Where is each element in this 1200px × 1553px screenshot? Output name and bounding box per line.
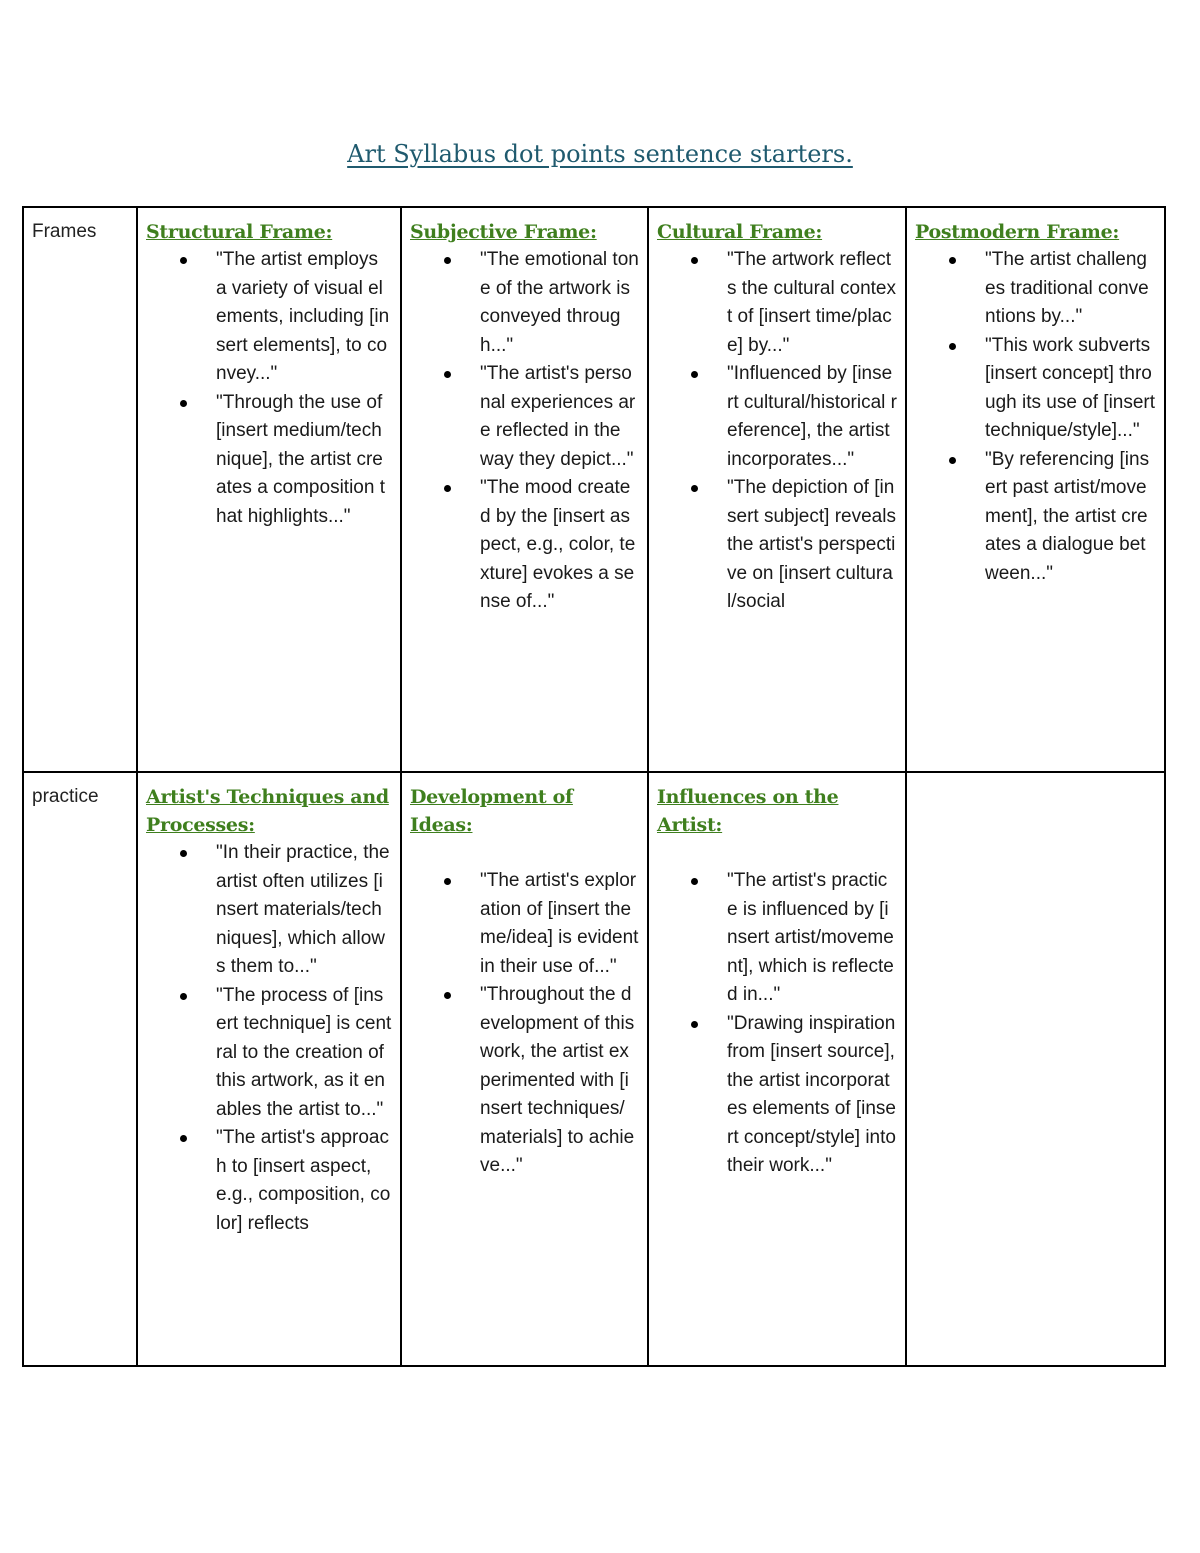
row-label-cell	[23, 772, 137, 1366]
bullet-list	[657, 867, 897, 1181]
row-label-cell	[23, 207, 137, 772]
bullet-item: "The emotional tone of the artwork is conveyed through..."	[480, 246, 639, 360]
frame-cell	[401, 207, 648, 772]
frames-table	[22, 206, 1166, 1367]
frame-cell	[906, 772, 1165, 1366]
bullet-item: "The artist's approach to [insert aspect, e.g., composition, color] reflects	[216, 1124, 392, 1238]
cell-heading: Subjective Frame:	[410, 221, 597, 243]
bullet-item: "The mood created by the [insert aspect, e.g., color, texture] evokes a sense of..."	[480, 474, 639, 617]
bullet-item: "The artist's exploration of [insert theme/idea] is evident in their use of..."	[480, 867, 639, 981]
frame-cell	[401, 772, 648, 1366]
bullet-item: "The artist challenges traditional conventions by..."	[985, 246, 1156, 332]
frame-cell	[648, 207, 906, 772]
bullet-item: "Drawing inspiration from [insert source], the artist incorporates elements of [insert concept/style] into their work..."	[727, 1010, 897, 1181]
bullet-list	[915, 246, 1156, 588]
bullet-item: "The artist employs a variety of visual elements, including [insert elements], to convey..."	[216, 246, 392, 389]
bullet-item: "The artist's practice is influenced by [insert artist/movement], which is reflected in..."	[727, 867, 897, 1010]
cell-heading: Artist's Techniques and Processes:	[146, 786, 389, 836]
table-row-frames	[23, 207, 1165, 772]
cell-heading: Structural Frame:	[146, 221, 333, 243]
cell-heading: Influences on the Artist:	[657, 786, 839, 836]
row-label: Frames	[32, 221, 97, 242]
bullet-item: "By referencing [insert past artist/movement], the artist creates a dialogue between..."	[985, 446, 1156, 589]
row-label: practice	[32, 786, 99, 807]
cell-heading: Cultural Frame:	[657, 221, 823, 243]
bullet-item: "The depiction of [insert subject] reveals the artist's perspective on [insert cultural/social	[727, 474, 897, 617]
cell-heading: Development of Ideas:	[410, 786, 573, 836]
bullet-item: "Through the use of [insert medium/technique], the artist creates a composition that highlights..."	[216, 389, 392, 532]
bullet-item: "This work subverts [insert concept] through its use of [insert technique/style]..."	[985, 332, 1156, 446]
frame-cell	[648, 772, 906, 1366]
bullet-item: "The artist's personal experiences are reflected in the way they depict..."	[480, 360, 639, 474]
table-row-practice	[23, 772, 1165, 1366]
bullet-list	[146, 246, 392, 531]
bullet-item: "Throughout the development of this work, the artist experimented with [insert techniques/materials] to achieve..."	[480, 981, 639, 1181]
frame-cell	[137, 772, 401, 1366]
bullet-list	[146, 839, 392, 1238]
cell-heading: Postmodern Frame:	[915, 221, 1120, 243]
bullet-item: "In their practice, the artist often utilizes [insert materials/techniques], which allows them to..."	[216, 839, 392, 982]
bullet-list	[657, 246, 897, 617]
frame-cell	[137, 207, 401, 772]
page-title: Art Syllabus dot points sentence starters.	[347, 140, 853, 168]
bullet-list	[410, 246, 639, 617]
bullet-list	[410, 867, 639, 1181]
bullet-item: "The artwork reflects the cultural context of [insert time/place] by..."	[727, 246, 897, 360]
bullet-item: "Influenced by [insert cultural/historical reference], the artist incorporates..."	[727, 360, 897, 474]
frame-cell	[906, 207, 1165, 772]
bullet-item: "The process of [insert technique] is central to the creation of this artwork, as it enables the artist to..."	[216, 982, 392, 1125]
